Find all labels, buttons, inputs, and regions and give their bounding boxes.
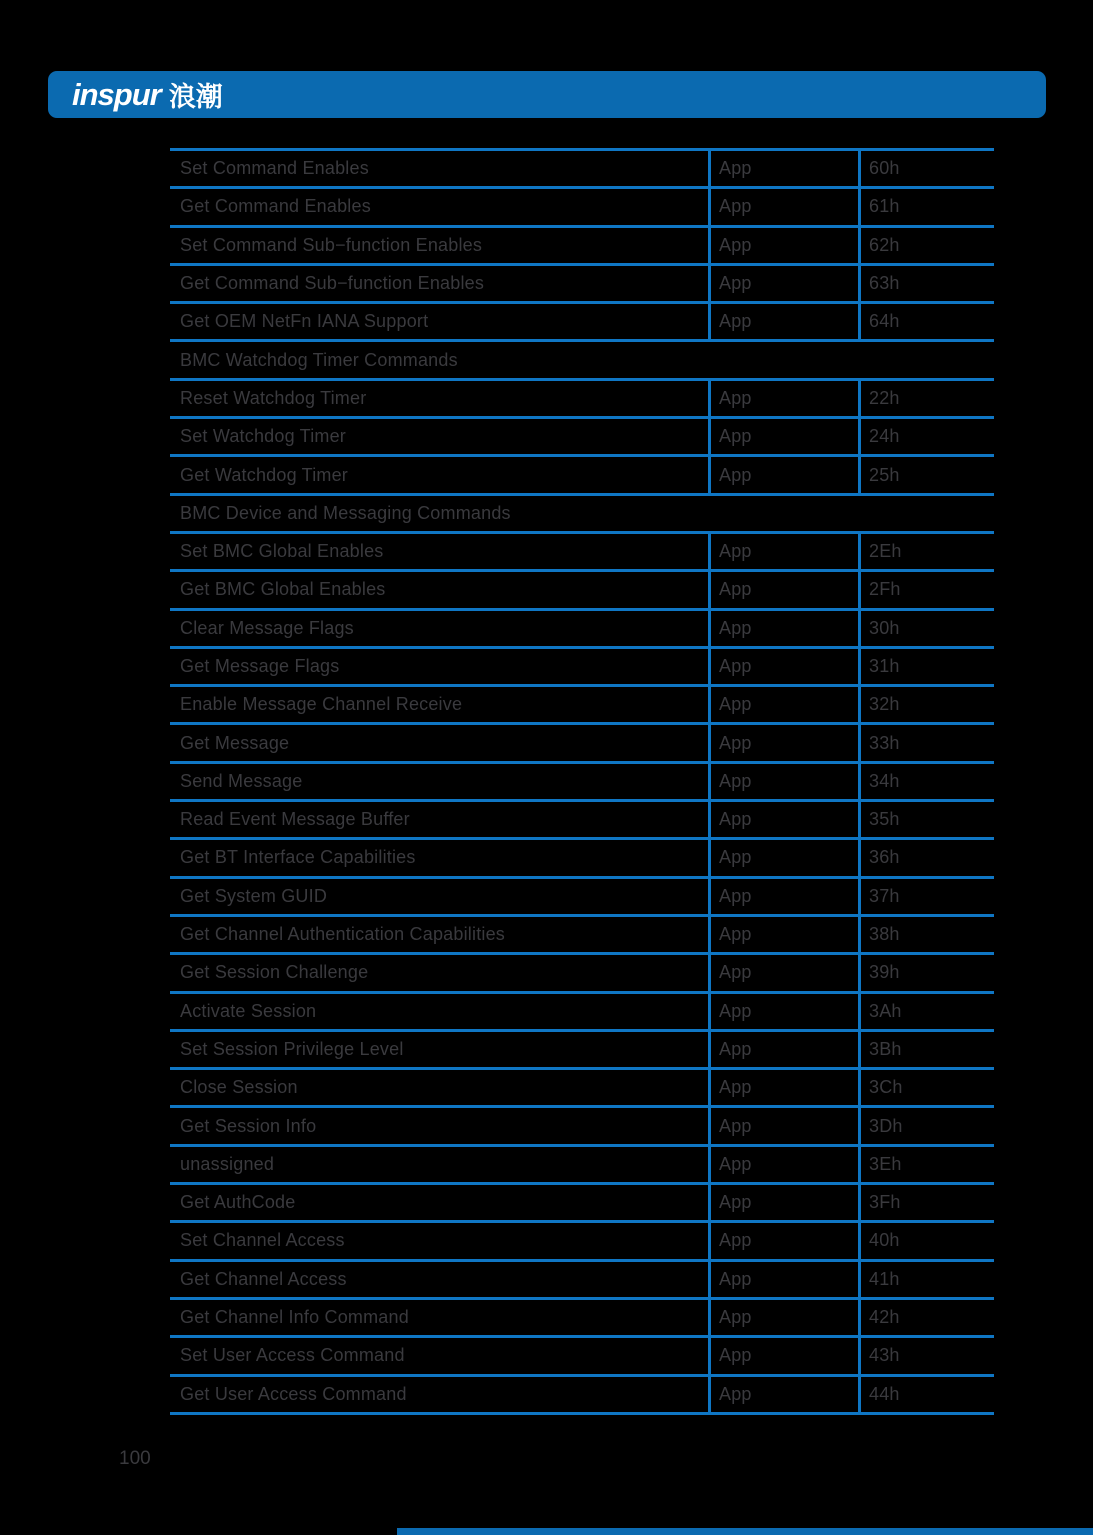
netfn-cell: App xyxy=(708,572,858,607)
netfn-cell: App xyxy=(708,725,858,760)
command-name-cell: Clear Message Flags xyxy=(180,617,354,638)
cmd-code-cell: 63h xyxy=(858,266,994,301)
table-row xyxy=(170,764,994,802)
netfn-cell: App xyxy=(708,764,858,799)
cmd-code-cell: 2Eh xyxy=(858,534,994,569)
netfn-cell: App xyxy=(708,840,858,875)
table-row xyxy=(170,419,994,457)
cmd-code-cell: 34h xyxy=(858,764,994,799)
table-row xyxy=(170,725,994,763)
cmd-code-cell: 2Fh xyxy=(858,572,994,607)
netfn-cell: App xyxy=(708,189,858,224)
cmd-code-cell: 43h xyxy=(858,1338,994,1373)
cmd-code-cell: 35h xyxy=(858,802,994,837)
table-row xyxy=(170,1338,994,1376)
command-name-cell: Activate Session xyxy=(180,1000,317,1021)
table-row xyxy=(170,1147,994,1185)
netfn-cell: App xyxy=(708,917,858,952)
cmd-code-cell: 44h xyxy=(858,1377,994,1412)
table-row xyxy=(170,1032,994,1070)
table-row xyxy=(170,534,994,572)
ipmi-commands-table xyxy=(170,148,994,1415)
command-name-cell: Get Session Challenge xyxy=(180,962,369,983)
footer-bar xyxy=(397,1528,1093,1535)
command-name-cell: Read Event Message Buffer xyxy=(180,809,410,830)
table-row xyxy=(170,151,994,189)
table-row xyxy=(170,228,994,266)
cmd-code-cell: 33h xyxy=(858,725,994,760)
cmd-code-cell: 24h xyxy=(858,419,994,454)
table-row xyxy=(170,266,994,304)
table-row xyxy=(170,840,994,878)
section-title: BMC Device and Messaging Commands xyxy=(180,502,511,523)
command-name-cell: Get BMC Global Enables xyxy=(180,579,386,600)
section-row xyxy=(170,342,994,380)
cmd-code-cell: 64h xyxy=(858,304,994,339)
inspur-logo-latin: inspur xyxy=(72,76,161,112)
inspur-logo xyxy=(72,75,223,114)
command-name-cell: Set User Access Command xyxy=(180,1345,405,1366)
table-row xyxy=(170,572,994,610)
command-name-cell: Reset Watchdog Timer xyxy=(180,387,367,408)
netfn-cell: App xyxy=(708,994,858,1029)
cmd-code-cell: 36h xyxy=(858,840,994,875)
command-name-cell: Get Channel Authentication Capabilities xyxy=(180,924,506,945)
command-name-cell: Get Command Enables xyxy=(180,196,371,217)
cmd-code-cell: 61h xyxy=(858,189,994,224)
command-name-cell: unassigned xyxy=(180,1153,275,1174)
netfn-cell: App xyxy=(708,687,858,722)
command-name-cell: Set Watchdog Timer xyxy=(180,426,346,447)
netfn-cell: App xyxy=(708,151,858,186)
command-name-cell: Get User Access Command xyxy=(180,1383,407,1404)
command-name-cell: Get AuthCode xyxy=(180,1192,296,1213)
cmd-code-cell: 32h xyxy=(858,687,994,722)
table-row xyxy=(170,687,994,725)
command-name-cell: Get Session Info xyxy=(180,1115,317,1136)
command-name-cell: Set Session Privilege Level xyxy=(180,1038,404,1059)
netfn-cell: App xyxy=(708,1300,858,1335)
table-row xyxy=(170,189,994,227)
table-row xyxy=(170,381,994,419)
netfn-cell: App xyxy=(708,1032,858,1067)
netfn-cell: App xyxy=(708,1185,858,1220)
table-row xyxy=(170,1223,994,1261)
command-name-cell: Close Session xyxy=(180,1077,298,1098)
netfn-cell: App xyxy=(708,1377,858,1412)
cmd-code-cell: 3Eh xyxy=(858,1147,994,1182)
cmd-code-cell: 40h xyxy=(858,1223,994,1258)
netfn-cell: App xyxy=(708,266,858,301)
netfn-cell: App xyxy=(708,457,858,492)
table-row xyxy=(170,1262,994,1300)
netfn-cell: App xyxy=(708,802,858,837)
cmd-code-cell: 22h xyxy=(858,381,994,416)
netfn-cell: App xyxy=(708,1223,858,1258)
cmd-code-cell: 62h xyxy=(858,228,994,263)
cmd-code-cell: 3Bh xyxy=(858,1032,994,1067)
command-name-cell: Set Channel Access xyxy=(180,1230,345,1251)
command-name-cell: Get Message xyxy=(180,732,290,753)
table-row xyxy=(170,802,994,840)
netfn-cell: App xyxy=(708,304,858,339)
cmd-code-cell: 30h xyxy=(858,611,994,646)
cmd-code-cell: 31h xyxy=(858,649,994,684)
cmd-code-cell: 37h xyxy=(858,879,994,914)
table-row xyxy=(170,879,994,917)
command-name-cell: Enable Message Channel Receive xyxy=(180,694,463,715)
command-name-cell: Set BMC Global Enables xyxy=(180,541,384,562)
table-row xyxy=(170,1070,994,1108)
cmd-code-cell: 42h xyxy=(858,1300,994,1335)
command-name-cell: Get Command Sub−function Enables xyxy=(180,273,485,294)
table-row xyxy=(170,304,994,342)
section-row xyxy=(170,496,994,534)
cmd-code-cell: 25h xyxy=(858,457,994,492)
command-name-cell: Get BT Interface Capabilities xyxy=(180,847,416,868)
command-name-cell: Set Command Sub−function Enables xyxy=(180,234,483,255)
netfn-cell: App xyxy=(708,1070,858,1105)
command-name-cell: Get Message Flags xyxy=(180,656,340,676)
netfn-cell: App xyxy=(708,534,858,569)
command-name-cell: Get Channel Access xyxy=(180,1268,347,1289)
inspur-logo-cjk: 浪潮 xyxy=(168,82,223,112)
cmd-code-cell: 3Fh xyxy=(858,1185,994,1220)
command-name-cell: Get OEM NetFn IANA Support xyxy=(180,311,429,332)
table-row xyxy=(170,955,994,993)
header-bar xyxy=(48,71,1046,118)
netfn-cell: App xyxy=(708,611,858,646)
table-row xyxy=(170,1108,994,1146)
table-row xyxy=(170,1377,994,1415)
table-row xyxy=(170,649,994,687)
table-row xyxy=(170,1185,994,1223)
netfn-cell: App xyxy=(708,955,858,990)
command-name-cell: Get System GUID xyxy=(180,885,328,906)
table-row xyxy=(170,994,994,1032)
command-name-cell: Set Command Enables xyxy=(180,158,369,179)
netfn-cell: App xyxy=(708,381,858,416)
netfn-cell: App xyxy=(708,1147,858,1182)
page-number: 100 xyxy=(119,1448,151,1469)
command-name-cell: Get Watchdog Timer xyxy=(180,464,348,485)
netfn-cell: App xyxy=(708,1262,858,1297)
netfn-cell: App xyxy=(708,1108,858,1143)
cmd-code-cell: 39h xyxy=(858,955,994,990)
cmd-code-cell: 3Ah xyxy=(858,994,994,1029)
netfn-cell: App xyxy=(708,1338,858,1373)
netfn-cell: App xyxy=(708,419,858,454)
cmd-code-cell: 3Ch xyxy=(858,1070,994,1105)
table-row xyxy=(170,457,994,495)
table-row xyxy=(170,1300,994,1338)
table-row xyxy=(170,611,994,649)
cmd-code-cell: 60h xyxy=(858,151,994,186)
cmd-code-cell: 3Dh xyxy=(858,1108,994,1143)
table-row xyxy=(170,917,994,955)
netfn-cell: App xyxy=(708,228,858,263)
command-name-cell: Get Channel Info Command xyxy=(180,1307,409,1328)
command-name-cell: Send Message xyxy=(180,770,303,791)
cmd-code-cell: 38h xyxy=(858,917,994,952)
section-title: BMC Watchdog Timer Commands xyxy=(180,349,458,370)
netfn-cell: App xyxy=(708,649,858,684)
netfn-cell: App xyxy=(708,879,858,914)
cmd-code-cell: 41h xyxy=(858,1262,994,1297)
